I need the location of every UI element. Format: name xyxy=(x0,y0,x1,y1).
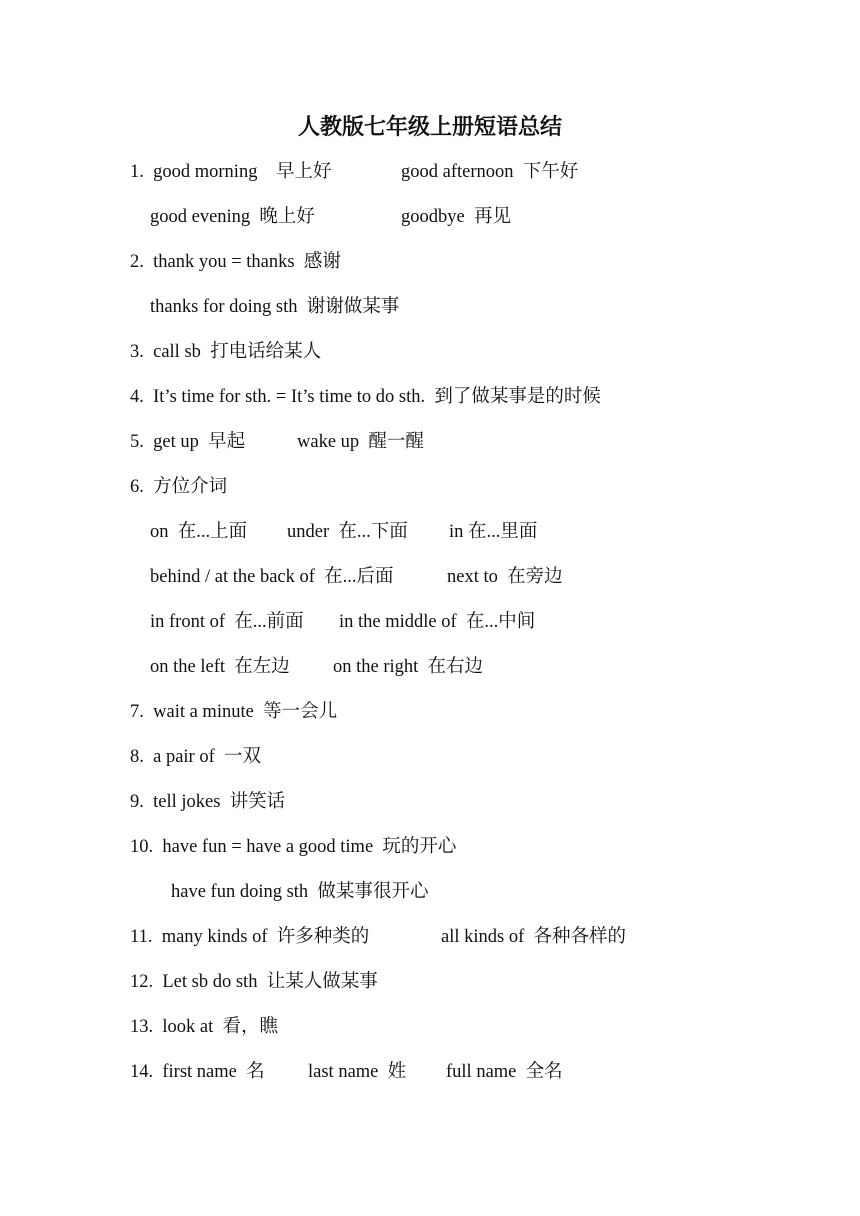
phrase-segment: good afternoon 下午好 xyxy=(401,162,579,182)
phrase-segment: in 在...里面 xyxy=(449,522,538,542)
phrase-segment: last name 姓 xyxy=(308,1062,407,1082)
phrase-segment: in the middle of 在...中间 xyxy=(339,612,536,632)
phrase-segment: wake up 醒一醒 xyxy=(297,432,424,452)
phrase-segment: behind / at the back of 在...后面 xyxy=(150,567,394,587)
phrase-line-21 xyxy=(0,1058,563,1086)
phrase-line-7 xyxy=(0,428,424,456)
phrase-segment: full name 全名 xyxy=(446,1062,563,1082)
phrase-segment: 4. It’s time for sth. = It’s time to do sth. 到了做某事是的时候 xyxy=(130,387,601,407)
phrase-segment: 2. thank you = thanks 感谢 xyxy=(130,252,341,272)
phrase-segment: 11. many kinds of 许多种类的 xyxy=(130,927,370,947)
phrase-segment: 10. have fun = have a good time 玩的开心 xyxy=(130,837,457,857)
phrase-segment: 9. tell jokes 讲笑话 xyxy=(130,792,286,812)
page-title: 人教版七年级上册短语总结 xyxy=(297,114,562,139)
phrase-segment: good evening 晚上好 xyxy=(150,207,315,227)
phrase-line-12 xyxy=(0,653,484,681)
phrase-line-16 xyxy=(0,833,457,861)
phrase-line-1 xyxy=(0,158,579,186)
phrase-line-11 xyxy=(0,608,536,636)
phrase-segment: 7. wait a minute 等一会儿 xyxy=(130,702,338,722)
phrase-line-19 xyxy=(0,968,378,996)
phrase-line-2 xyxy=(0,203,511,231)
phrase-line-14 xyxy=(0,743,262,771)
phrase-line-8 xyxy=(0,473,228,501)
phrase-line-9 xyxy=(0,518,538,546)
phrase-line-5 xyxy=(0,338,322,366)
phrase-segment: have fun doing sth 做某事很开心 xyxy=(171,882,429,902)
phrase-line-20 xyxy=(0,1013,278,1041)
phrase-line-4 xyxy=(0,293,400,321)
phrase-segment: goodbye 再见 xyxy=(401,207,511,227)
phrase-segment: 5. get up 早起 xyxy=(130,432,246,452)
phrase-segment: 6. 方位介词 xyxy=(130,477,228,497)
phrase-line-15 xyxy=(0,788,286,816)
phrase-line-6 xyxy=(0,383,601,411)
phrase-segment: on 在...上面 xyxy=(150,522,248,542)
phrase-segment: on the left 在左边 xyxy=(150,657,290,677)
phrase-line-17 xyxy=(0,878,429,906)
phrase-segment: all kinds of 各种各样的 xyxy=(441,927,626,947)
phrase-segment: 8. a pair of 一双 xyxy=(130,747,262,767)
phrase-line-10 xyxy=(0,563,563,591)
phrase-segment: next to 在旁边 xyxy=(447,567,563,587)
phrase-segment: 3. call sb 打电话给某人 xyxy=(130,342,322,362)
phrase-segment: in front of 在...前面 xyxy=(150,612,304,632)
phrase-segment: on the right 在右边 xyxy=(333,657,484,677)
phrase-segment: 14. first name 名 xyxy=(130,1062,265,1082)
phrase-segment: under 在...下面 xyxy=(287,522,408,542)
phrase-line-13 xyxy=(0,698,338,726)
phrase-segment: 13. look at 看，瞧 xyxy=(130,1017,278,1037)
phrase-line-3 xyxy=(0,248,341,276)
phrase-segment: thanks for doing sth 谢谢做某事 xyxy=(150,297,400,317)
phrase-segment: 12. Let sb do sth 让某人做某事 xyxy=(130,972,378,992)
phrase-segment: 1. good morning 早上好 xyxy=(130,162,332,182)
phrase-line-18 xyxy=(0,923,626,951)
